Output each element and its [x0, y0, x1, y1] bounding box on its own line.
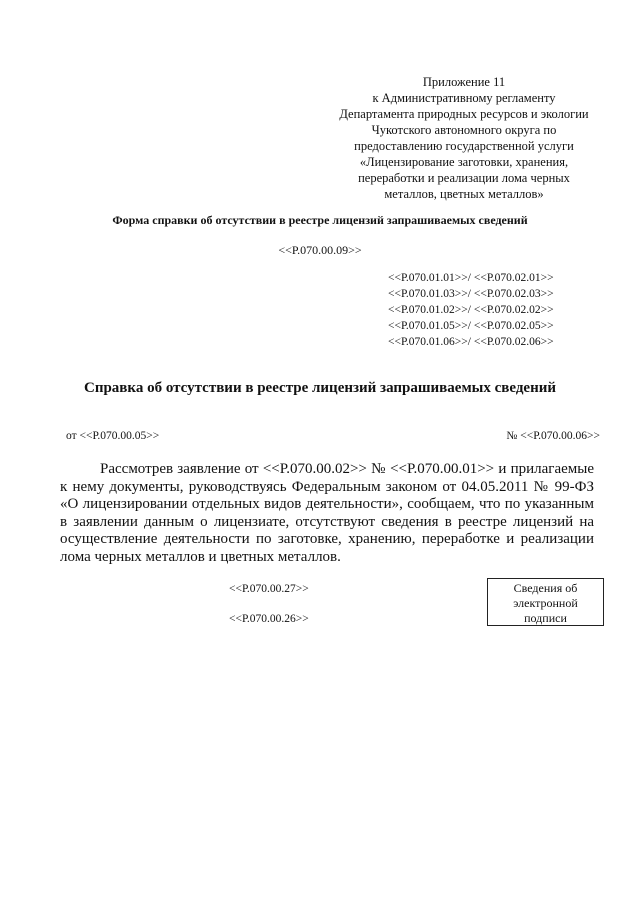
appendix-header — [330, 74, 598, 202]
appendix-line: металлов, цветных металлов» — [384, 187, 544, 201]
template-code: <<Р.070.00.09>> — [278, 243, 362, 257]
appendix-line: Департамента природных ресурсов и экологии — [339, 107, 589, 121]
signature-box-line: подписи — [524, 611, 567, 625]
body-paragraph: Рассмотрев заявление от <<Р.070.00.02>> № <<Р.070.00.01>> и прилагаемые к нему документы, руководствуясь Федеральным законом от 04.05.2011 № 99-ФЗ «О лицензировании отдельных видов деятельности», сообщаем, что по указанным в заявлении данным о лицензиате, отсутствуют сведения в реестре лицензий на осуществление деятельности по заготовке, хранению, переработке и реализации лома черных металлов и цветных металлов. — [60, 461, 594, 565]
appendix-line: Приложение 11 — [422, 75, 506, 89]
form-title: Форма справки об отсутствии в реестре лицензий запрашиваемых сведений — [112, 213, 528, 227]
appendix-line: «Лицензирование заготовки, хранения, — [359, 155, 569, 169]
signature-box-line: Сведения об — [513, 581, 578, 595]
document-number: № <<Р.070.00.06>> — [506, 430, 600, 442]
recipient-code-line: <<Р.070.01.02>>/ <<Р.070.02.02>> — [388, 304, 554, 316]
recipient-code-line: <<Р.070.01.03>>/ <<Р.070.02.03>> — [388, 288, 554, 300]
appendix-line: переработки и реализации лома черных — [358, 171, 570, 185]
appendix-line: предоставлению государственной услуги — [354, 139, 574, 153]
appendix-line: Чукотского автономного округа по — [371, 123, 557, 137]
appendix-line: к Административному регламенту — [372, 91, 556, 105]
signature-box-line: электронной — [513, 596, 578, 610]
signer-name-code: <<Р.070.00.26>> — [229, 613, 309, 625]
recipient-code-line: <<Р.070.01.05>>/ <<Р.070.02.05>> — [388, 320, 554, 332]
recipient-codes — [388, 270, 598, 350]
signer-position-code: <<Р.070.00.27>> — [229, 583, 309, 595]
document-title: Справка об отсутствии в реестре лицензий запрашиваемых сведений — [83, 380, 557, 396]
recipient-code-line: <<Р.070.01.01>>/ <<Р.070.02.01>> — [388, 272, 554, 284]
document-date: от <<Р.070.00.05>> — [66, 430, 160, 442]
electronic-signature-box — [487, 578, 604, 626]
recipient-code-line: <<Р.070.01.06>>/ <<Р.070.02.06>> — [388, 336, 554, 348]
